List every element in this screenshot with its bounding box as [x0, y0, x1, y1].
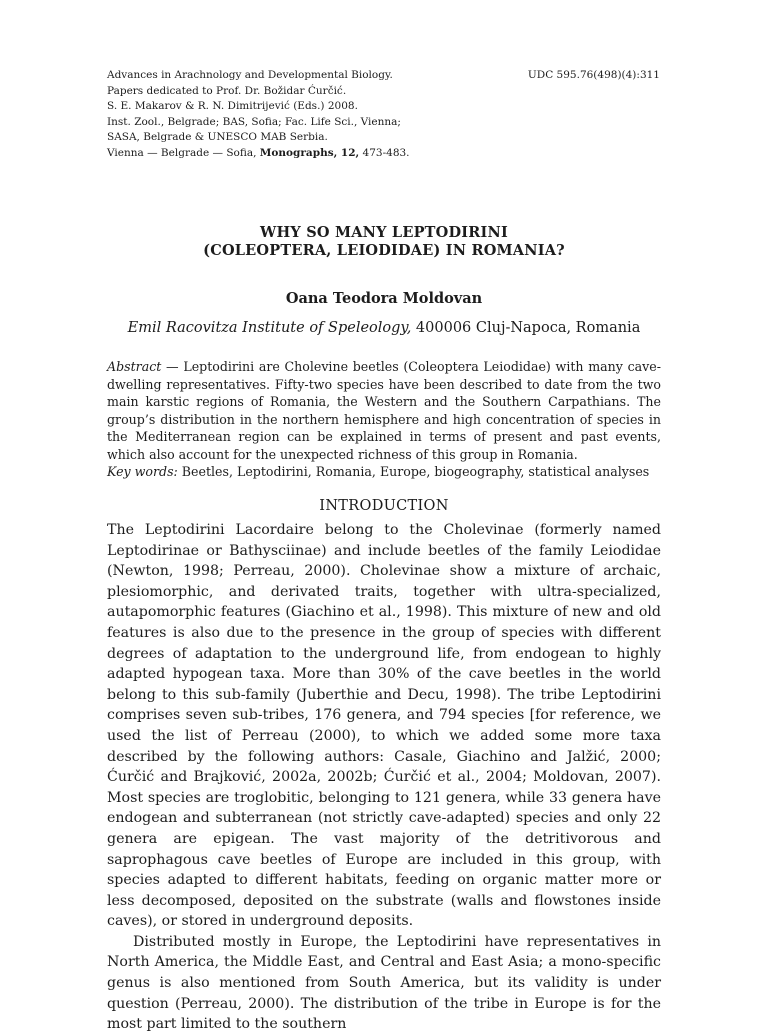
keywords: [107, 463, 667, 481]
udc-code: UDC 595.76(498)(4):311: [527, 69, 660, 81]
abstract: [107, 358, 661, 464]
citation-line: Papers dedicated to Prof. Dr. Božidar Ćurčić.: [107, 84, 347, 97]
citation-line: SASA, Belgrade & UNESCO MAB Serbia.: [107, 131, 328, 143]
keywords-text: Beetles, Leptodirini, Romania, Europe, biogeography, statistical analyses: [177, 464, 650, 479]
series-volume: Monographs, 12,: [259, 146, 360, 159]
article-title: [107, 224, 661, 260]
citation-line: Advances in Arachnology and Developmental Biology.: [107, 69, 393, 81]
title-line-2: (COLEOPTERA, LEIODIDAE) IN ROMANIA?: [203, 242, 565, 259]
citation-line-series: [107, 146, 537, 162]
author-affiliation: [107, 320, 661, 336]
series-pages: 473-483.: [359, 146, 410, 159]
institute-address: 400006 Cluj-Napoca, Romania: [411, 320, 641, 336]
keywords-label: Key words:: [107, 464, 178, 479]
institute-name: Emil Racovitza Institute of Speleology,: [127, 320, 412, 336]
series-prefix: Vienna — Belgrade — Sofia,: [107, 146, 260, 159]
author-name: Oana Teodora Moldovan: [285, 290, 483, 307]
abstract-label: Abstract: [107, 359, 162, 374]
body-paragraph-2: Distributed mostly in Europe, the Leptodirini have representatives in North America, the Middle East, and Central and East Asia; a mono-specific genus is also mentioned from South America, but its validity is under question (Perreau, 2000). The distribution of the tribe in Europe is for the most part limited to the southern: [107, 933, 661, 1033]
abstract-text: — Leptodirini are Cholevine beetles (Coleoptera Leiodidae) with many cave-dwelling representatives. Fifty-two species have been described to date from the two main karstic regions of Romania, the Western and the Southern Carpathians. The group’s distribution in the northern hemisphere and high concentration of species in the Mediterranean region can be explained in terms of present and past events, which also account for the unexpected richness of this group in Romania.: [107, 359, 661, 462]
body-paragraph-1: The Leptodirini Lacordaire belong to the Cholevinae (formerly named Leptodirinae or Bathysciinae) and include beetles of the family Leiodidae (Newton, 1998; Perreau, 2000). Cholevinae show a mixture of archaic, plesiomorphic, and derivated traits, together with ultra-specialized, autapomorphic features (Giachino et al., 1998). This mixture of new and old features is also due to the presence in the group of species with different degrees of adaptation to the underground life, from endogean to highly adapted hypogean taxa. More than 30% of the cave beetles in the world belong to this sub-family (Juberthie and Decu, 1998). The tribe Leptodirini comprises seven sub-tribes, 176 genera, and 794 species [for reference, we used the list of Perreau (2000), to which we added some more taxa described by the following authors: Casale, Giachino and Jalžić, 2000; Ćurčić and Brajković, 2002a, 2002b; Ćurčić et al., 2004; Moldovan, 2007). Most species are troglobitic, belonging to 121 genera, while 33 genera have endogean and subterranean (not strictly cave-adapted) species and only 22 genera are epigean. The vast majority of the detritivorous and saprophagous cave beetles of Europe are included in this group, with species adapted to different habitats, feeding on organic matter more or less decomposed, deposited on the substrate (walls and flowstones inside caves), or stored in underground deposits.: [107, 522, 661, 930]
citation-line: Inst. Zool., Belgrade; BAS, Sofia; Fac. Life Sci., Vienna;: [107, 115, 401, 128]
journal-citation-block: [107, 68, 537, 161]
section-heading: INTRODUCTION: [319, 498, 449, 514]
title-line-1: WHY SO MANY LEPTODIRINI: [260, 224, 508, 241]
body-text: [107, 520, 661, 1035]
citation-line: S. E. Makarov & R. N. Dimitrijević (Eds.) 2008.: [107, 100, 358, 112]
